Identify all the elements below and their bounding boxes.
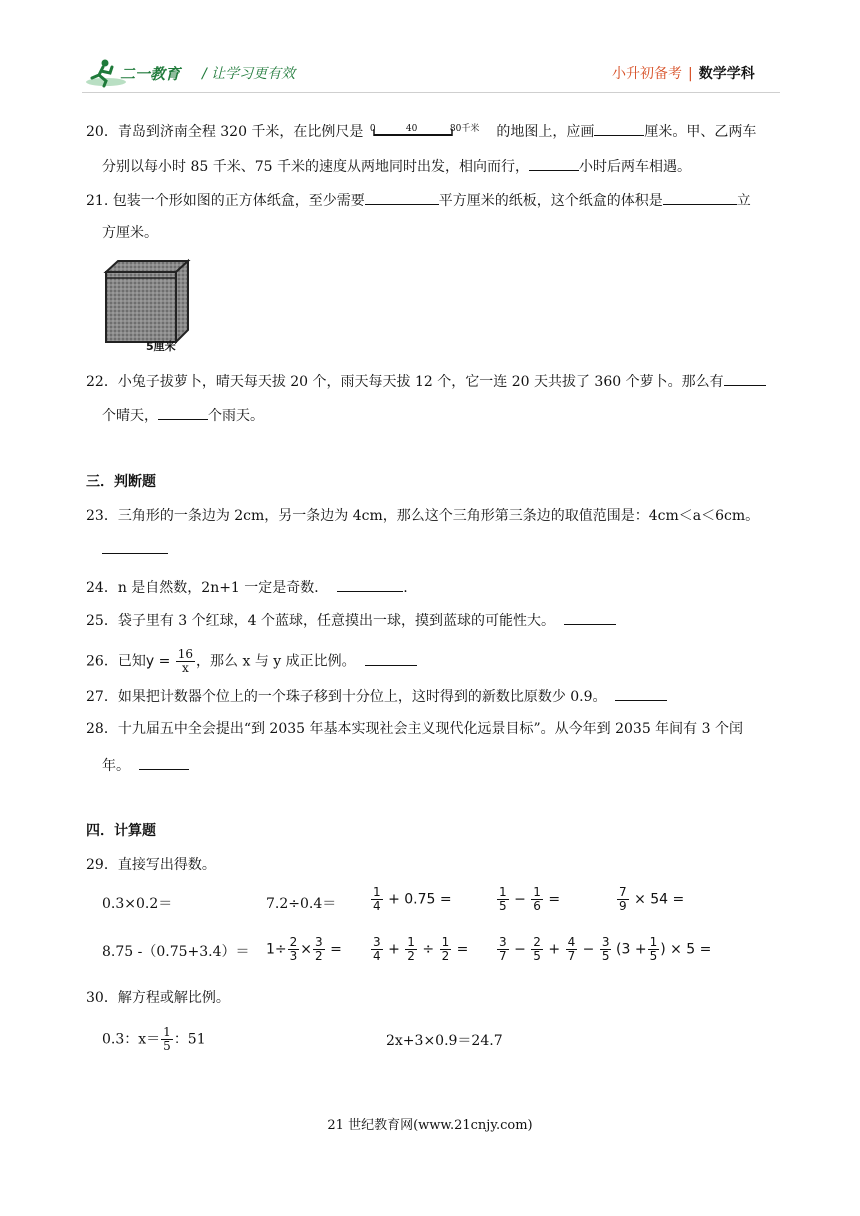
scale-label-40: 40 <box>405 124 418 134</box>
question-23: 23．三角形的一条边为 2cm，另一条边为 4cm，那么这个三角形第三条边的取值范围是：4cm＜a＜6cm。 <box>86 508 760 524</box>
question-30-title: 30．解方程或解比例。 <box>86 990 230 1006</box>
fraction: $\frac{2}{5}$ <box>533 935 541 963</box>
fraction: $\frac{3}{7}$ <box>499 935 507 963</box>
question-22-line-1: 22．小兔子拔萝卜，晴天每天拔 20 个，雨天每天拔 12 个，它一连 20 天共拔了 360 个萝卜。那么有 <box>86 371 786 391</box>
question-27: 27．如果把计数器个位上的一个珠子移到十分位上，这时得到的新数比原数少 0.9。 <box>86 686 786 706</box>
answer-blank[interactable] <box>337 577 403 592</box>
calc-r2c1: 8.75 -（0.75+3.4）＝ <box>102 944 250 960</box>
question-21-line-1: 21. 包装一个形如图的正方体纸盒，至少需要 平方厘米的纸板，这个纸盒的体积是 立 <box>86 190 786 210</box>
answer-blank[interactable] <box>139 755 189 770</box>
scale-label-80: 80千米 <box>449 124 480 134</box>
scale-bar <box>368 123 492 141</box>
question-25: 25．袋子里有 3 个红球，4 个蓝球，任意摸出一球，摸到蓝球的可能性大。 <box>86 610 786 630</box>
fraction: $\frac{1}{2}$ <box>407 935 415 963</box>
answer-blank[interactable] <box>663 190 737 205</box>
calc-r1c4: $\frac{1}{5}$ − $\frac{1}{6}$ = <box>499 885 561 913</box>
calc-r2c3: $\frac{3}{4}$ + $\frac{1}{2}$ ÷ $\frac{1}{2}$ = <box>373 935 469 963</box>
fraction: $\frac{1}{4}$ <box>373 885 381 913</box>
calc-r1c2: 7.2÷0.4＝ <box>266 896 337 912</box>
equation-1: 0.3：x＝ $\frac{1}{5}$ ：51 <box>102 1025 206 1053</box>
question-26: 26．已知y = $\frac{16}{x}$ ，那么 x 与 y 成正比例。 <box>86 648 786 675</box>
fraction: $\frac{7}{9}$ <box>619 885 627 913</box>
question-20-line-2: 分别以每小时 85 千米、75 千米的速度从两地同时出发，相向而行， 小时后两车相遇。 <box>102 156 786 176</box>
box-dimension-label: 5厘米 <box>146 340 176 353</box>
answer-blank[interactable] <box>594 121 644 136</box>
equation-2: 2x+3×0.9＝24.7 <box>386 1033 503 1049</box>
calc-r2c5: (3 + $\frac{1}{5}$ ) × 5 = <box>616 935 712 963</box>
question-22-line-2: 个晴天， 个雨天。 <box>102 405 786 425</box>
fraction: $\frac{2}{3}$ <box>289 935 298 963</box>
answer-blank[interactable] <box>564 610 616 625</box>
fraction: $\frac{1}{5}$ <box>499 885 507 913</box>
answer-blank[interactable] <box>365 651 417 666</box>
header-slogan: / 让学习更有效 <box>202 66 296 82</box>
answer-blank[interactable] <box>102 539 168 554</box>
fraction: $\frac{3}{5}$ <box>601 935 610 963</box>
answer-blank[interactable] <box>724 371 766 386</box>
footer: 21 世纪教育网(www.21cnjy.com) <box>327 1118 533 1133</box>
question-29-title: 29．直接写出得数。 <box>86 857 216 873</box>
header-subject: 数学学科 <box>698 66 755 82</box>
answer-blank[interactable] <box>615 686 667 701</box>
fraction: $\frac{1}{2}$ <box>441 935 450 963</box>
fraction: $\frac{1}{5}$ <box>649 935 658 963</box>
logo-text: 二一教育 <box>120 65 181 83</box>
section-3-title: 三．判断题 <box>86 474 156 490</box>
question-20-line-1: 20．青岛到济南全程 320 千米，在比例尺是 0 40 80千米 的地图上，应画 厘米。甲、乙两车 <box>86 121 786 141</box>
calc-r1c1: 0.3×0.2＝ <box>102 896 173 912</box>
fraction: $\frac{1}{6}$ <box>533 885 541 913</box>
fraction: $\frac{3}{2}$ <box>315 935 323 963</box>
question-24: 24．n 是自然数，2n+1 一定是奇数． . <box>86 577 786 597</box>
calc-r1c3: $\frac{1}{4}$ + 0.75 = <box>373 885 452 913</box>
fraction: $\frac{3}{4}$ <box>373 935 381 963</box>
calc-r2c4: $\frac{3}{7}$ − $\frac{2}{5}$ + $\frac{4}{7}$ − $\frac{3}{5}$ <box>499 935 610 963</box>
content <box>86 0 786 1216</box>
question-28-line-1: 28．十九届五中全会提出“到 2035 年基本实现社会主义现代化远景目标”。从今年到 2035 年间有 3 个闰 <box>86 721 743 737</box>
cube-box-figure <box>102 258 192 354</box>
fraction: $\frac{16}{x}$ <box>177 647 194 675</box>
fraction: $\frac{4}{7}$ <box>567 935 576 963</box>
header-grade: 小升初备考 <box>612 66 682 82</box>
calc-r2c2: 1÷ $\frac{2}{3}$ × $\frac{3}{2}$ = <box>266 935 342 963</box>
scale-label-0: 0 <box>369 124 376 134</box>
question-28-line-2: 年。 <box>102 755 786 775</box>
header-separator: | <box>688 66 693 82</box>
answer-blank[interactable] <box>529 156 579 171</box>
calc-r1c5: $\frac{7}{9}$ × 54 = <box>619 885 685 913</box>
answer-blank[interactable] <box>158 405 208 420</box>
section-4-title: 四．计算题 <box>86 823 156 839</box>
question-21-line-2: 方厘米。 <box>102 225 158 241</box>
fraction: $\frac{1}{5}$ <box>163 1025 171 1053</box>
answer-blank[interactable] <box>365 190 439 205</box>
cube-box-icon <box>102 258 192 348</box>
